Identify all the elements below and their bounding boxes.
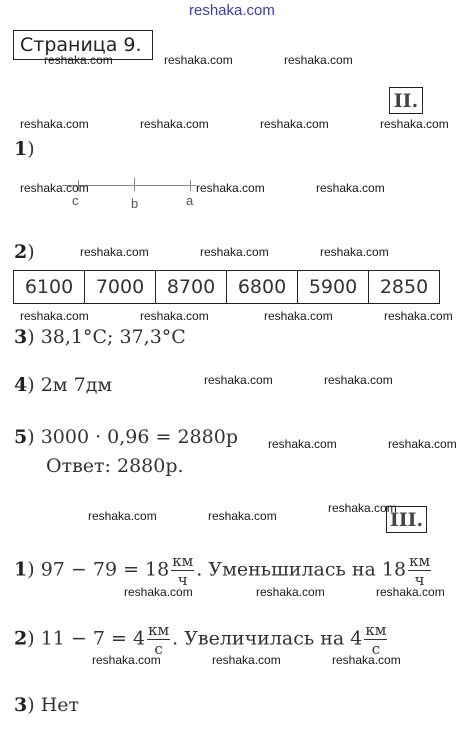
table-cell: 5900 bbox=[298, 271, 369, 304]
watermark: reshaka.com bbox=[140, 309, 209, 323]
table-row bbox=[14, 271, 440, 304]
s3-item-3-text: Нет bbox=[34, 694, 80, 716]
watermark: reshaka.com bbox=[284, 53, 353, 67]
watermark: reshaka.com bbox=[320, 245, 389, 259]
table-cell: 6100 bbox=[14, 271, 85, 304]
watermark: reshaka.com bbox=[88, 509, 157, 523]
watermark: reshaka.com bbox=[200, 245, 269, 259]
segment-label-a: a bbox=[186, 193, 194, 208]
watermark: reshaka.com bbox=[80, 245, 149, 259]
table-cell: 7000 bbox=[85, 271, 156, 304]
watermark: reshaka.com bbox=[20, 117, 89, 131]
watermark: reshaka.com bbox=[92, 653, 161, 667]
segment-label-c: c bbox=[72, 193, 79, 208]
segment-label-b: b bbox=[131, 196, 139, 211]
watermark: reshaka.com bbox=[328, 501, 397, 515]
watermark: reshaka.com bbox=[204, 373, 273, 387]
watermark: reshaka.com bbox=[20, 181, 89, 195]
segment-tick-a bbox=[190, 180, 191, 191]
speed-fraction: $\frac{км}{с}$ bbox=[148, 621, 170, 658]
watermark: reshaka.com bbox=[332, 653, 401, 667]
s3-item-1-text: . Уменьшилась на 18 bbox=[196, 558, 407, 581]
speed-fraction: $\frac{км}{ч}$ bbox=[409, 552, 431, 589]
item-4-text: 2м 7дм bbox=[34, 374, 113, 396]
watermark: reshaka.com bbox=[260, 117, 329, 131]
item-2-number: 2) bbox=[14, 241, 35, 263]
item-3-text: 38,1°C; 37,3°C bbox=[34, 326, 186, 348]
segment-tick-b bbox=[134, 178, 135, 191]
page-title: Страница 9. bbox=[13, 30, 153, 60]
watermark: reshaka.com bbox=[380, 117, 449, 131]
s3-item-2-text: . Увеличилась на 4 bbox=[172, 627, 363, 650]
item-5-text: 3000 · 0,96 = 2880р bbox=[34, 426, 238, 448]
speed-fraction: $\frac{км}{с}$ bbox=[365, 621, 387, 658]
s3-item-1-expr: 97 − 79 = 18 bbox=[34, 558, 170, 581]
s3-item-2-expr: 11 − 7 = 4 bbox=[34, 627, 146, 650]
watermark: reshaka.com bbox=[388, 437, 457, 451]
values-table bbox=[13, 270, 440, 304]
table-cell: 6800 bbox=[227, 271, 298, 304]
watermark: reshaka.com bbox=[256, 585, 325, 599]
watermark: reshaka.com bbox=[44, 53, 113, 67]
item-4: 4) 2м 7дм bbox=[14, 374, 113, 396]
s3-item-2: 2) 11 − 7 = 4 $\frac{км}{с}$ . Увеличилась на 4 $\frac{км}{с}$ bbox=[14, 621, 387, 658]
watermark: reshaka.com bbox=[164, 53, 233, 67]
table-cell: 2850 bbox=[369, 271, 440, 304]
watermark: reshaka.com bbox=[20, 309, 89, 323]
watermark: reshaka.com bbox=[324, 373, 393, 387]
section-2-label: II. bbox=[389, 87, 423, 114]
item-5-answer: Ответ: 2880р. bbox=[46, 455, 184, 477]
table-cell: 8700 bbox=[156, 271, 227, 304]
watermark: reshaka.com bbox=[196, 181, 265, 195]
watermark: reshaka.com bbox=[264, 309, 333, 323]
watermark: reshaka.com bbox=[140, 117, 209, 131]
watermark: reshaka.com bbox=[316, 181, 385, 195]
watermark: reshaka.com bbox=[208, 509, 277, 523]
section-3-label: III. bbox=[386, 506, 427, 533]
item-3: 3) 38,1°C; 37,3°C bbox=[14, 326, 186, 348]
watermark: reshaka.com bbox=[376, 585, 445, 599]
item-1-number: 1) bbox=[14, 138, 35, 160]
watermark-top: reshaka.com bbox=[189, 2, 275, 19]
watermark: reshaka.com bbox=[384, 309, 453, 323]
speed-fraction: $\frac{км}{ч}$ bbox=[172, 552, 194, 589]
s3-item-1: 1) 97 − 79 = 18 $\frac{км}{ч}$ . Уменьшилась на 18 $\frac{км}{ч}$ bbox=[14, 552, 431, 589]
watermark: reshaka.com bbox=[268, 437, 337, 451]
item-5: 5) 3000 · 0,96 = 2880р bbox=[14, 426, 238, 448]
watermark: reshaka.com bbox=[124, 585, 193, 599]
watermark: reshaka.com bbox=[212, 653, 281, 667]
s3-item-3: 3) Нет bbox=[14, 694, 80, 716]
